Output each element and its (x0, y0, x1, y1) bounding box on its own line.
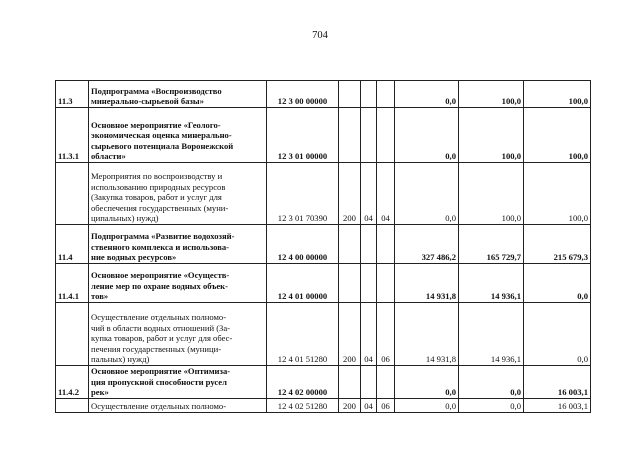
row-name-line: минерально-сырьевой базы» (91, 96, 204, 107)
amount-year2-cell: 14 936,1 (459, 303, 524, 366)
expense-type-cell: 200 (339, 398, 361, 412)
row-name-line: ление мер по охране водных объек- (91, 280, 228, 291)
expense-type-cell: 200 (339, 303, 361, 366)
table-row (56, 303, 591, 366)
amount-year2-cell: 100,0 (459, 108, 524, 163)
row-name-cell (89, 366, 267, 399)
row-name-line: рек» (91, 387, 109, 398)
subsection-cell (377, 225, 395, 264)
budget-code-cell: 12 4 02 00000 (267, 366, 339, 399)
amount-year1-cell: 14 931,8 (395, 264, 459, 303)
amount-year3-cell: 16 003,1 (524, 398, 591, 412)
row-name-cell (89, 264, 267, 303)
row-name-line: ципальных) нужд) (91, 213, 159, 224)
row-name-line: Основное мероприятие «Оптимиза- (91, 366, 231, 376)
table-row (56, 225, 591, 264)
budget-code-cell: 12 3 00 00000 (267, 81, 339, 108)
section-cell (361, 108, 377, 163)
amount-year3-cell: 0,0 (524, 303, 591, 366)
subsection-cell: 06 (377, 398, 395, 412)
section-cell (361, 366, 377, 399)
row-name-line: Осуществление отдельных полномо- (91, 312, 227, 323)
row-name-line: купка товаров, работ и услуг для обес- (91, 333, 233, 344)
row-name-line: чий в области водных отношений (За- (91, 322, 231, 333)
budget-code-cell: 12 4 02 51280 (267, 398, 339, 412)
expense-type-cell (339, 225, 361, 264)
row-name-line: печения государственных (муници- (91, 343, 222, 354)
expense-type-cell (339, 264, 361, 303)
row-name-cell (89, 81, 267, 108)
row-name-line: Мероприятия по воспроизводству и (91, 171, 223, 182)
table-row (56, 81, 591, 108)
budget-code-cell: 12 3 01 70390 (267, 163, 339, 225)
table-row (56, 264, 591, 303)
amount-year1-cell: 0,0 (395, 108, 459, 163)
row-name-cell (89, 108, 267, 163)
expense-type-cell (339, 81, 361, 108)
expense-type-cell (339, 366, 361, 399)
row-name-cell (89, 225, 267, 264)
row-name-line: пальных) нужд) (91, 354, 150, 365)
budget-code-cell: 12 4 01 51280 (267, 303, 339, 366)
row-number-cell (56, 163, 89, 225)
amount-year1-cell: 0,0 (395, 366, 459, 399)
amount-year3-cell: 0,0 (524, 264, 591, 303)
table-body (56, 81, 591, 413)
expense-type-cell: 200 (339, 163, 361, 225)
section-cell: 04 (361, 398, 377, 412)
section-cell (361, 264, 377, 303)
expense-type-cell (339, 108, 361, 163)
amount-year2-cell: 14 936,1 (459, 264, 524, 303)
section-cell (361, 225, 377, 264)
row-name-line: ственного комплекса и использова- (91, 241, 229, 252)
row-name-line: использованию природных ресурсов (91, 181, 226, 192)
budget-code-cell: 12 3 01 00000 (267, 108, 339, 163)
table-row (56, 163, 591, 225)
amount-year2-cell: 0,0 (459, 366, 524, 399)
section-cell: 04 (361, 303, 377, 366)
amount-year3-cell: 100,0 (524, 81, 591, 108)
row-name-line: (Закупка товаров, работ и услуг для (91, 192, 222, 203)
row-number-cell (56, 398, 89, 412)
amount-year1-cell: 14 931,8 (395, 303, 459, 366)
subsection-cell (377, 108, 395, 163)
row-name-line: обеспечения государственных (муни- (91, 202, 229, 213)
table-row (56, 398, 591, 412)
row-name-cell (89, 398, 267, 412)
row-name-line: Подпрограмма «Развитие водохозяй- (91, 231, 235, 242)
subsection-cell (377, 264, 395, 303)
subsection-cell (377, 81, 395, 108)
row-name-line: Осуществление отдельных полномо- (91, 401, 227, 412)
budget-code-cell: 12 4 00 00000 (267, 225, 339, 264)
amount-year3-cell: 100,0 (524, 108, 591, 163)
row-name-line: экономическая оценка минерально- (91, 130, 232, 141)
table-row (56, 366, 591, 399)
amount-year1-cell: 0,0 (395, 398, 459, 412)
row-name-cell (89, 303, 267, 366)
row-number-cell: 11.4 (56, 225, 89, 264)
budget-code-cell: 12 4 01 00000 (267, 264, 339, 303)
row-number-cell (56, 303, 89, 366)
subsection-cell: 04 (377, 163, 395, 225)
amount-year3-cell: 215 679,3 (524, 225, 591, 264)
budget-table (55, 80, 591, 413)
table-row (56, 108, 591, 163)
subsection-cell: 06 (377, 303, 395, 366)
row-name-line: ние водных ресурсов» (91, 252, 177, 263)
row-name-line: Основное мероприятие «Геолого- (91, 119, 221, 130)
row-number-cell: 11.4.1 (56, 264, 89, 303)
row-number-cell: 11.3 (56, 81, 89, 108)
amount-year1-cell: 327 486,2 (395, 225, 459, 264)
amount-year2-cell: 100,0 (459, 163, 524, 225)
row-name-line: сырьевого потенциала Воронежской (91, 140, 234, 151)
amount-year3-cell: 100,0 (524, 163, 591, 225)
section-cell: 04 (361, 163, 377, 225)
row-name-cell (89, 163, 267, 225)
row-name-line: Подпрограмма «Воспроизводство (91, 85, 222, 96)
amount-year2-cell: 0,0 (459, 398, 524, 412)
subsection-cell (377, 366, 395, 399)
amount-year2-cell: 165 729,7 (459, 225, 524, 264)
row-number-cell: 11.4.2 (56, 366, 89, 399)
page-number: 704 (312, 30, 328, 41)
row-name-line: Основное мероприятие «Осуществ- (91, 270, 230, 281)
row-name-line: тов» (91, 291, 109, 302)
row-number-cell: 11.3.1 (56, 108, 89, 163)
row-name-line: ция пропускной способности русел (91, 376, 227, 387)
amount-year3-cell: 16 003,1 (524, 366, 591, 399)
amount-year1-cell: 0,0 (395, 81, 459, 108)
row-name-line: области» (91, 151, 126, 162)
amount-year2-cell: 100,0 (459, 81, 524, 108)
section-cell (361, 81, 377, 108)
amount-year1-cell: 0,0 (395, 163, 459, 225)
